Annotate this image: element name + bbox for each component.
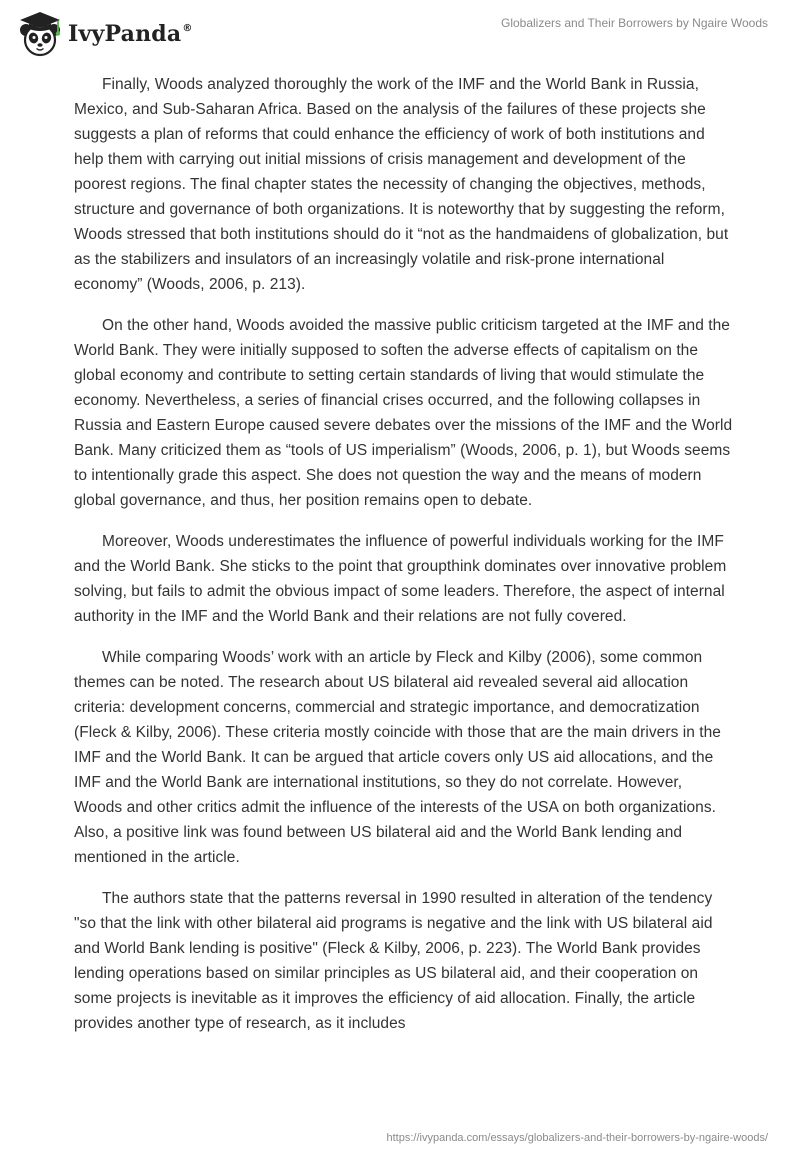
page-header (0, 0, 800, 60)
essay-body (74, 72, 734, 1052)
paragraph: Finally, Woods analyzed thoroughly the work of the IMF and the World Bank in Russia, Mexico, and Sub-Saharan Africa. Based on the analysis of the failures of these projects she suggests a plan of reforms that could enhance the efficiency of work of both institutions and help them with carrying out initial missions of crisis management and development of the poorest regions. The final chapter states the necessity of changing the objectives, methods, structure and governance of both organizations. It is noteworthy that by suggesting the reform, Woods stressed that both institutions should do it “not as the handmaidens of globalization, but as the stabilizers and insulators of an increasingly volatile and risk-prone international economy” (Woods, 2006, p. 213). (74, 76, 729, 293)
logo-link[interactable] (14, 8, 193, 60)
paragraph: Moreover, Woods underestimates the influence of powerful individuals working for the IMF and the World Bank. She sticks to the point that groupthink dominates over innovative problem solving, but fails to admit the obvious impact of some leaders. Therefore, the aspect of internal authority in the IMF and the World Bank and their relations are not fully covered. (74, 533, 727, 625)
panda-graduation-cap-icon (14, 8, 66, 60)
paragraph: The authors state that the patterns reversal in 1990 resulted in alteration of the tendency "so that the link with other bilateral aid programs is negative and the link with US bilateral aid and World Bank lending is positive" (Fleck & Kilby, 2006, p. 223). The World Bank provides lending operations based on similar principles as US bilateral aid, and their cooperation on some projects is inevitable as it improves the efficiency of aid allocation. Finally, the article provides another type of research, as it includes (74, 890, 713, 1032)
logo-wordmark: IvyPanda (68, 21, 182, 47)
paragraph: While comparing Woods’ work with an article by Fleck and Kilby (2006), some common themes can be noted. The research about US bilateral aid revealed several aid allocation criteria: development concerns, commercial and strategic importance, and democratization (Fleck & Kilby, 2006). These criteria mostly coincide with those that are the main drivers in the IMF and the World Bank. It can be argued that article covers only US aid allocations, and the IMF and the World Bank are international institutions, so they do not correlate. However, Woods and other critics admit the influence of the interests of the USA on both organizations. Also, a positive link was found between US bilateral aid and the World Bank lending and mentioned in the article. (74, 649, 721, 866)
document-title: Globalizers and Their Borrowers by Ngaire Woods (500, 16, 768, 30)
logo-text (68, 21, 193, 47)
paragraph: On the other hand, Woods avoided the massive public criticism targeted at the IMF and the World Bank. They were initially supposed to soften the adverse effects of capitalism on the global economy and contribute to setting certain standards of living that would stimulate the economy. Nevertheless, a series of financial crises occurred, and the following collapses in Russia and Eastern Europe caused severe debates over the missions of the IMF and the World Bank. Many criticized them as “tools of US imperialism” (Woods, 2006, p. 1), but Woods seems to intentionally grade this aspect. She does not question the way and the means of modern global governance, and thus, her position remains open to debate. (74, 317, 733, 509)
registered-mark: ® (182, 23, 193, 34)
source-url-link[interactable]: https://ivypanda.com/essays/globalizers-and-their-borrowers-by-ngaire-woods/ (386, 1132, 768, 1144)
